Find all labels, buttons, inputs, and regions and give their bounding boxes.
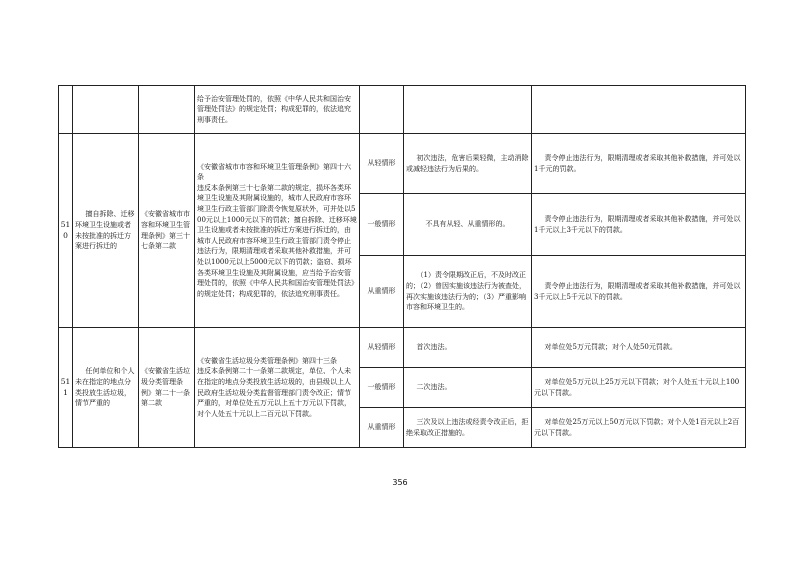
table-row <box>59 328 746 368</box>
table-row <box>59 86 746 134</box>
item-cell: 任何单位和个人未在指定的地点分类投放生活垃圾，情节严重的 <box>73 328 139 448</box>
page-number: 356 <box>392 478 408 487</box>
condition-cell: 首次违法。 <box>404 328 532 368</box>
penalty-table <box>58 85 746 448</box>
condition-cell <box>404 86 532 134</box>
level-cell: 一般情形 <box>360 368 404 408</box>
item-cell: 擅自拆除、迁移环境卫生设施或者未按批准的拆迁方案进行拆迁的 <box>73 134 139 328</box>
basis-cell: 《安徽省城市市容和环境卫生管理条例》第四十六条 违反本条例第三十七条第二款的规定，损坏各类环境卫生设施及其附属设施的，城市人民政府市容环境卫生行政主管部门除责令恢复原状外，可并处以500元以上1000元以下的罚款；擅自拆除、迁移环境卫生设施或者未按批准的拆迁方案进行拆迁的，由城市人民政府市容环境卫生行政主管部门责令停止违法行为，限期清理或者采取其他补救措施，并可处以1000元以上5000元以下的罚款；盗窃、损坏各类环境卫生设施及其附属设施，应当给予治安管理处罚的，依照《中华人民共和国治安管理处罚法》的规定处罚；构成犯罪的，依法追究刑事责任。 <box>195 134 360 328</box>
table-row <box>59 134 746 194</box>
penalty-cell: 对单位处25万元以上50万元以下罚款；对个人处1百元以上2百元以下罚款。 <box>532 408 746 448</box>
penalty-cell: 对单位处5万元罚款；对个人处50元罚款。 <box>532 328 746 368</box>
level-cell: 从重情形 <box>360 256 404 328</box>
level-cell: 一般情形 <box>360 194 404 256</box>
row-number-cell: 511 <box>59 328 73 448</box>
basis-cell: 给予治安管理处罚的，依照《中华人民共和国治安管理处罚法》的规定处罚；构成犯罪的，依法追究刑事责任。 <box>195 86 360 134</box>
penalty-cell <box>532 86 746 134</box>
condition-cell: 二次违法。 <box>404 368 532 408</box>
law-cell: 《安徽省城市市容和环境卫生管理条例》第三十七条第二款 <box>139 134 195 328</box>
penalty-cell: 对单位处5万元以上25万元以下罚款；对个人处五十元以上100元以下罚款。 <box>532 368 746 408</box>
condition-cell: （1）责令限期改正后，不及时改正的；（2）曾因实施该违法行为被查处，再次实施该违法行为的；（3）严重影响市容和环境卫生的。 <box>404 256 532 328</box>
item-cell <box>73 86 139 134</box>
level-cell: 从轻情形 <box>360 328 404 368</box>
level-cell <box>360 86 404 134</box>
penalty-cell: 责令停止违法行为，限期清理或者采取其他补救措施，并可处以3千元以上5千元以下的罚款。 <box>532 256 746 328</box>
law-cell <box>139 86 195 134</box>
basis-cell: 《安徽省生活垃圾分类管理条例》第四十三条 违反本条例第二十一条第二款规定，单位、个人未在指定的地点分类投放生活垃圾的，由县级以上人民政府生活垃圾分类监督管理部门责令改正；情节严重的，对单位处五万元以上五十万元以下罚款，对个人处五十元以上二百元以下罚款。 <box>195 328 360 448</box>
penalty-cell: 责令停止违法行为，限期清理或者采取其他补救措施，并可处以1千元的罚款。 <box>532 134 746 194</box>
level-cell: 从重情形 <box>360 408 404 448</box>
penalty-cell: 责令停止违法行为，限期清理或者采取其他补救措施，并可处以1千元以上3千元以下的罚款。 <box>532 194 746 256</box>
level-cell: 从轻情形 <box>360 134 404 194</box>
row-number-cell <box>59 86 73 134</box>
condition-cell: 初次违法，危害后果轻微，主动消除或减轻违法行为后果的。 <box>404 134 532 194</box>
row-number-cell: 510 <box>59 134 73 328</box>
law-cell: 《安徽省生活垃圾分类管理条例》第二十一条第二款 <box>139 328 195 448</box>
condition-cell: 不具有从轻、从重情形的。 <box>404 194 532 256</box>
condition-cell: 三次及以上违法或经责令改正后，拒绝采取改正措施的。 <box>404 408 532 448</box>
